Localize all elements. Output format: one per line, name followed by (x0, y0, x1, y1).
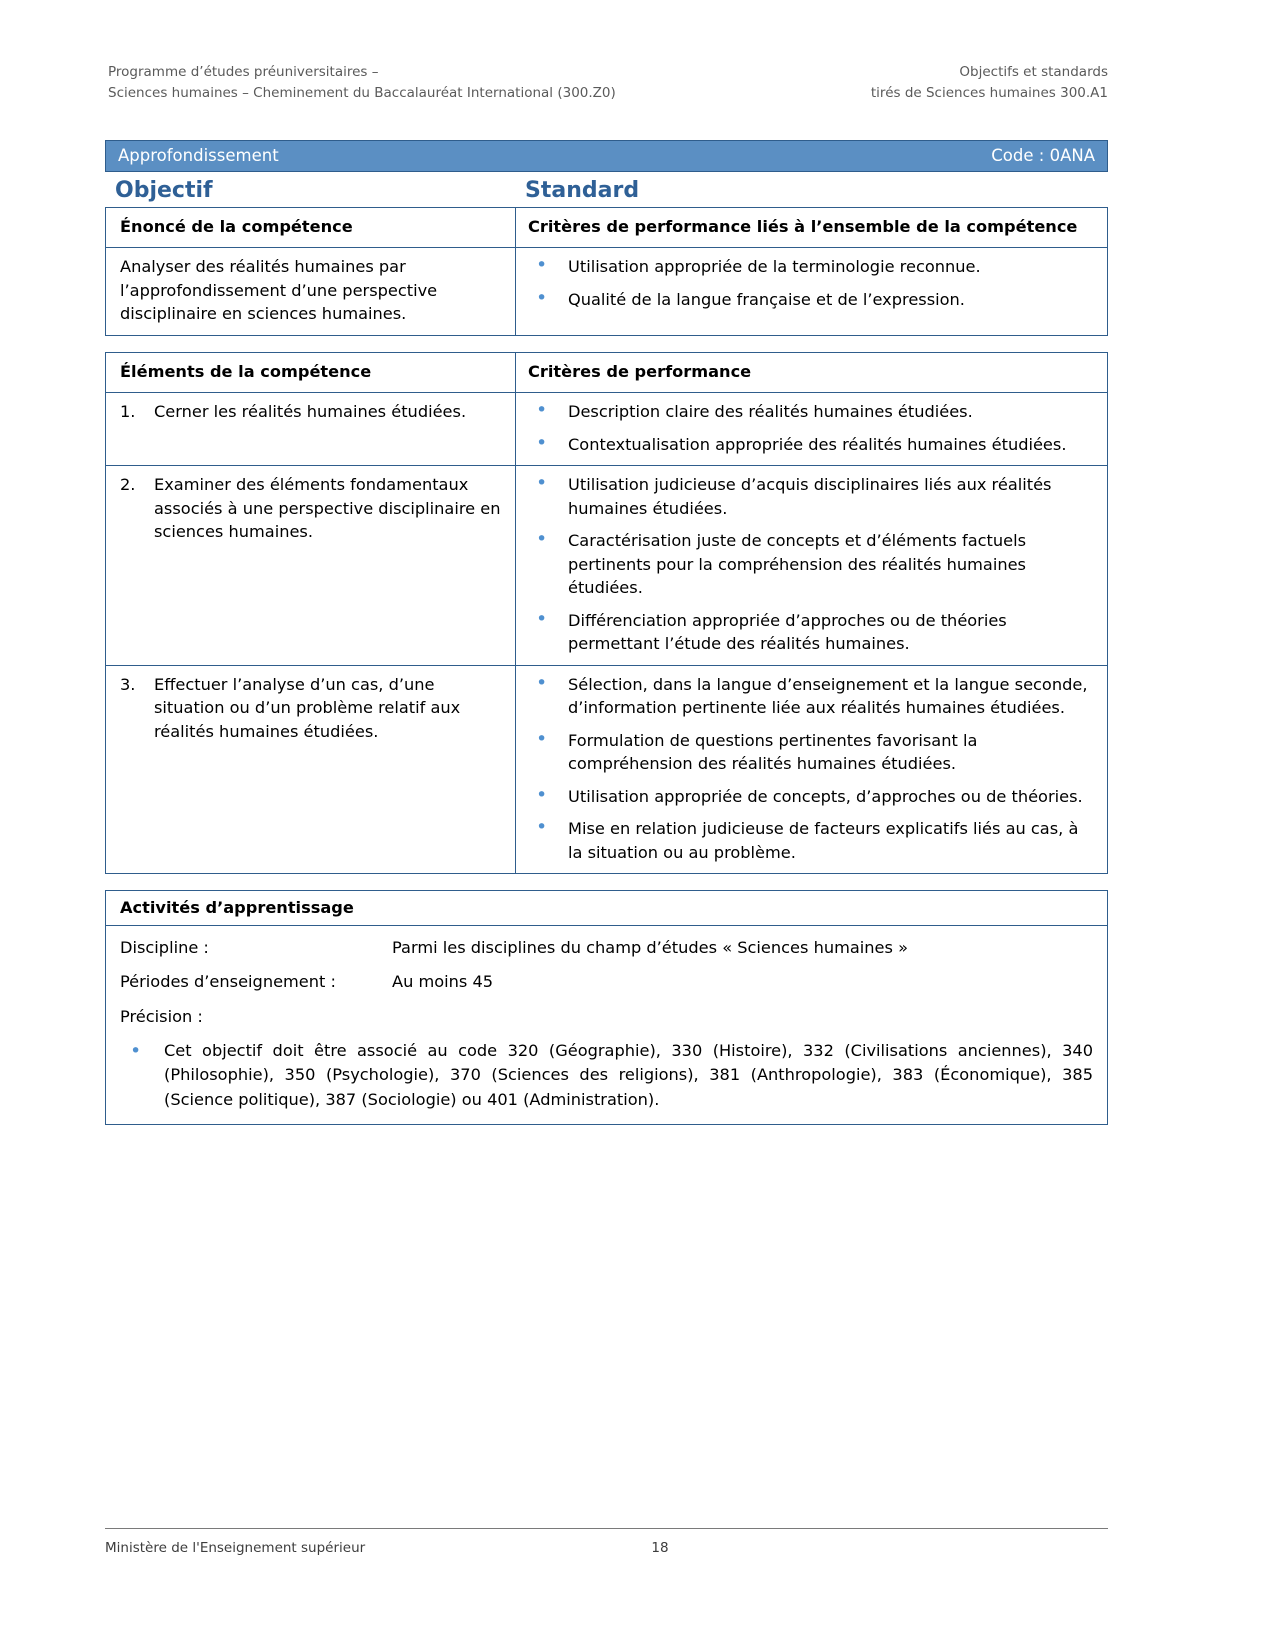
criteria-cell (516, 666, 1107, 873)
competence-criteria (516, 248, 1107, 334)
elements-block (105, 352, 1108, 874)
column-heading-objectif: Objectif (115, 178, 213, 203)
list-item: • Qualité de la langue française et de l’expression. (528, 288, 1095, 311)
column-heading-standard-wrap (515, 178, 1108, 203)
precision-label: Précision : (120, 1006, 203, 1026)
competence-left-header: Énoncé de la compétence (106, 208, 516, 247)
competence-content-row (106, 248, 1107, 334)
criteria-cell (516, 393, 1107, 465)
discipline-label: Discipline : (120, 938, 209, 958)
list-item: • Différenciation appropriée d’approches ou de théories permettant l’étude des réalités humaines. (528, 609, 1095, 656)
list-item: • Description claire des réalités humaines étudiées. (528, 400, 1095, 423)
elements-header-row (106, 353, 1107, 393)
list-item: • Contextualisation appropriée des réalités humaines étudiées. (528, 433, 1095, 456)
periods-label: Périodes d’enseignement : (120, 972, 336, 992)
criteria-list (528, 400, 1095, 456)
activities-block (105, 890, 1108, 1125)
activities-discipline-line (120, 936, 1093, 960)
criteria-cell (516, 466, 1107, 664)
numbered-item (120, 673, 503, 743)
numbered-item (120, 400, 503, 423)
item-number: 2. (120, 475, 136, 495)
item-text: Examiner des éléments fondamentaux associés à une perspective disciplinaire en sciences humaines. (154, 475, 501, 542)
list-item: • Mise en relation judicieuse de facteurs explicatifs liés au cas, à la situation ou au problème. (528, 817, 1095, 864)
precision-text: • Cet objectif doit être associé au code 320 (Géographie), 330 (Histoire), 332 (Civilisations anciennes), 340 (Philosophie), 350 (Psychologie), 370 (Sciences des religions), 381 (Anthropologie), 383 (Économique), 385 (Science politique), 387 (Sociologie) ou 401 (Administration). (120, 1039, 1093, 1112)
item-number: 3. (120, 674, 136, 694)
periods-value: Au moins 45 (392, 972, 494, 992)
discipline-value: Parmi les disciplines du champ d’études « Sciences humaines » (392, 938, 908, 958)
page-header (108, 62, 1108, 104)
list-item: • Sélection, dans la langue d’enseignement et la langue seconde, d’information pertinente liée aux réalités humaines étudiées. (528, 673, 1095, 720)
header-right-line-2: tirés de Sciences humaines 300.A1 (870, 84, 1108, 101)
list-item: • Utilisation appropriée de concepts, d’approches ou de théories. (528, 785, 1095, 808)
competence-criteria-list (528, 255, 1095, 311)
item-number: 1. (120, 402, 136, 422)
list-item: • Utilisation appropriée de la terminologie reconnue. (528, 255, 1095, 278)
competence-header-row (106, 208, 1107, 248)
elements-right-header: Critères de performance (528, 361, 752, 381)
column-heading-standard: Standard (525, 178, 640, 203)
section-title: Approfondissement (118, 146, 279, 165)
criteria-list (528, 473, 1095, 655)
header-right (871, 62, 1108, 104)
numbered-item (120, 473, 503, 543)
page-footer (105, 1540, 1108, 1556)
list-item: • Caractérisation juste de concepts et d’éléments factuels pertinents pour la compréhension des réalités humaines étudiées. (528, 529, 1095, 599)
table-row (106, 465, 1107, 664)
competence-statement: Analyser des réalités humaines par l’approfondissement d’une perspective disciplinaire en sciences humaines. (106, 248, 516, 334)
activities-periods-line (120, 970, 1093, 994)
document-body (105, 140, 1108, 1141)
element-cell (106, 666, 516, 873)
competence-right-header: Critères de performance liés à l’ensemble de la compétence (528, 217, 1078, 236)
header-left (108, 62, 616, 104)
item-text: Cerner les réalités humaines étudiées. (154, 402, 467, 422)
element-cell (106, 466, 516, 664)
header-left-line-2: Sciences humaines – Cheminement du Baccalauréat International (300.Z0) (108, 84, 616, 101)
footer-page-number: 18 (651, 1540, 669, 1556)
column-headings (105, 178, 1108, 203)
header-right-line-1: Objectifs et standards (959, 64, 1108, 80)
footer-divider (105, 1528, 1108, 1529)
element-cell (106, 393, 516, 465)
footer-ministry: Ministère de l'Enseignement supérieur (105, 1540, 366, 1556)
section-code: Code : 0ANA (991, 146, 1095, 165)
item-text: Effectuer l’analyse d’un cas, d’une situation ou d’un problème relatif aux réalités humaines étudiées. (154, 674, 461, 741)
activities-body (106, 926, 1107, 1124)
column-heading-objectif-wrap (105, 178, 515, 203)
competence-block (105, 207, 1108, 336)
header-left-line-1: Programme d’études préuniversitaires – (108, 64, 379, 80)
section-titlebar (105, 140, 1108, 172)
activities-header: Activités d’apprentissage (106, 891, 1107, 926)
table-row (106, 393, 1107, 465)
table-row (106, 665, 1107, 873)
elements-left-header: Éléments de la compétence (106, 353, 516, 392)
list-item: • Formulation de questions pertinentes favorisant la compréhension des réalités humaines étudiées. (528, 729, 1095, 776)
criteria-list (528, 673, 1095, 864)
list-item: • Utilisation judicieuse d’acquis disciplinaires liés aux réalités humaines étudiées. (528, 473, 1095, 520)
